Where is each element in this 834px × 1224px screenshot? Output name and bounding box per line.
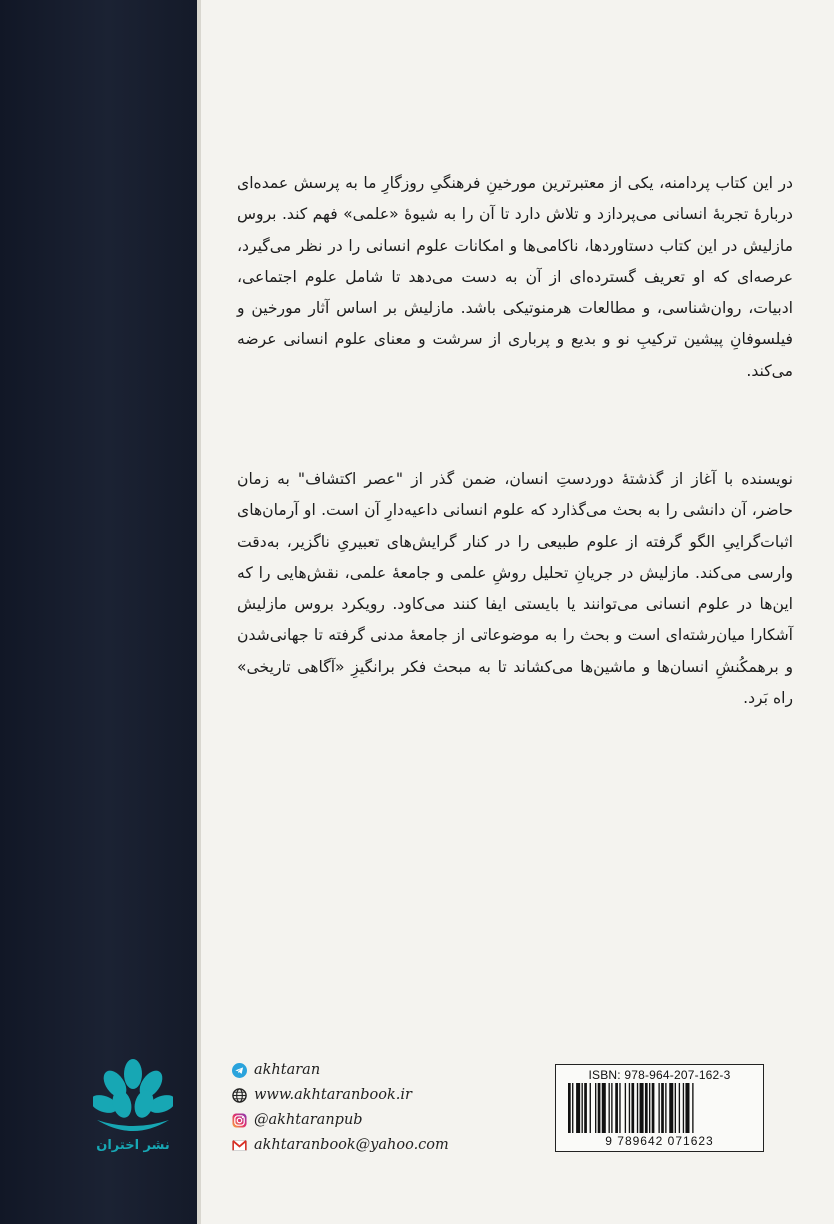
mail-icon <box>232 1138 247 1153</box>
contact-text: @akhtaranpub <box>254 1112 363 1128</box>
contact-website <box>232 1084 492 1106</box>
barcode-icon <box>564 1083 755 1137</box>
contact-telegram <box>232 1059 492 1081</box>
publisher-logo-icon <box>93 1058 173 1142</box>
contact-instagram <box>232 1109 492 1131</box>
isbn-barcode-box <box>555 1064 764 1152</box>
blurb-paragraph-1: در این کتاب پردامنه، یکی از معتبرترین مورخینِ فرهنگیِ روزگارِ ما به پرسش عمده‌ای دربارهٔ تجربهٔ انسانی می‌پردازد و تلاش دارد تا آن را به شیوهٔ «علمی» فهم کند. بروس مازلیش در این کتاب دستاوردها، ناکامی‌ها و امکانات علوم انسانی را در نظر می‌گیرد، عرصه‌ای که او تعریف گسترده‌ای از آن به دست می‌دهد تا شامل علوم اجتماعی، ادبیات، روان‌شناسی، و مطالعات هرمنوتیکی باشد. مازلیش بر اساس آثار مورخین و فیلسوفانِ پیشین ترکیبِ نو و بدیع و پرباری از سرشت و معنای علوم انسانی عرضه می‌کند. <box>237 174 793 380</box>
instagram-icon <box>232 1113 247 1128</box>
contact-text: www.akhtaranbook.ir <box>254 1087 412 1103</box>
publisher-logo-text: نشر اختران <box>96 1138 170 1153</box>
telegram-icon <box>232 1063 247 1078</box>
book-spine <box>0 0 197 1224</box>
blurb-paragraph-2: نویسنده با آغاز از گذشتهٔ دوردستِ انسان، ضمن گذر از "عصر اکتشاف" به زمان حاضر، آن دانشی را به بحث می‌گذارد که علوم انسانی داعیه‌دارِ آن است. او آرمان‌های اثبات‌گراییِ الگو گرفته از علوم طبیعی را در کنار گرایش‌های تعبیریِ ناگزیر، به‌دقت وارسی می‌کند. مازلیش در جریانِ تحلیل روشِ علمی و جامعهٔ علمی، نقش‌هایی را که این‌ها در علوم انسانی می‌توانند یا بایستی ایفا کنند می‌کاود. رویکرد بروس مازلیش آشکارا میان‌رشته‌ای است و بحث را به موضوعاتی از جامعهٔ مدنی گرفته تا جهانی‌شدن و برهمکُنشِ انسان‌ها و ماشین‌ها می‌کشاند تا به مبحث فکر برانگیزِ «آگاهی تاریخی» راه بَرد. <box>237 470 793 708</box>
isbn-label: ISBN: 978-964-207-162-3 <box>588 1068 731 1082</box>
contact-email <box>232 1134 492 1156</box>
globe-icon <box>232 1088 247 1103</box>
contact-text: akhtaranbook@yahoo.com <box>254 1137 449 1153</box>
contact-text: akhtaran <box>254 1062 321 1078</box>
barcode-digits: 9 789642 071623 <box>605 1134 714 1148</box>
